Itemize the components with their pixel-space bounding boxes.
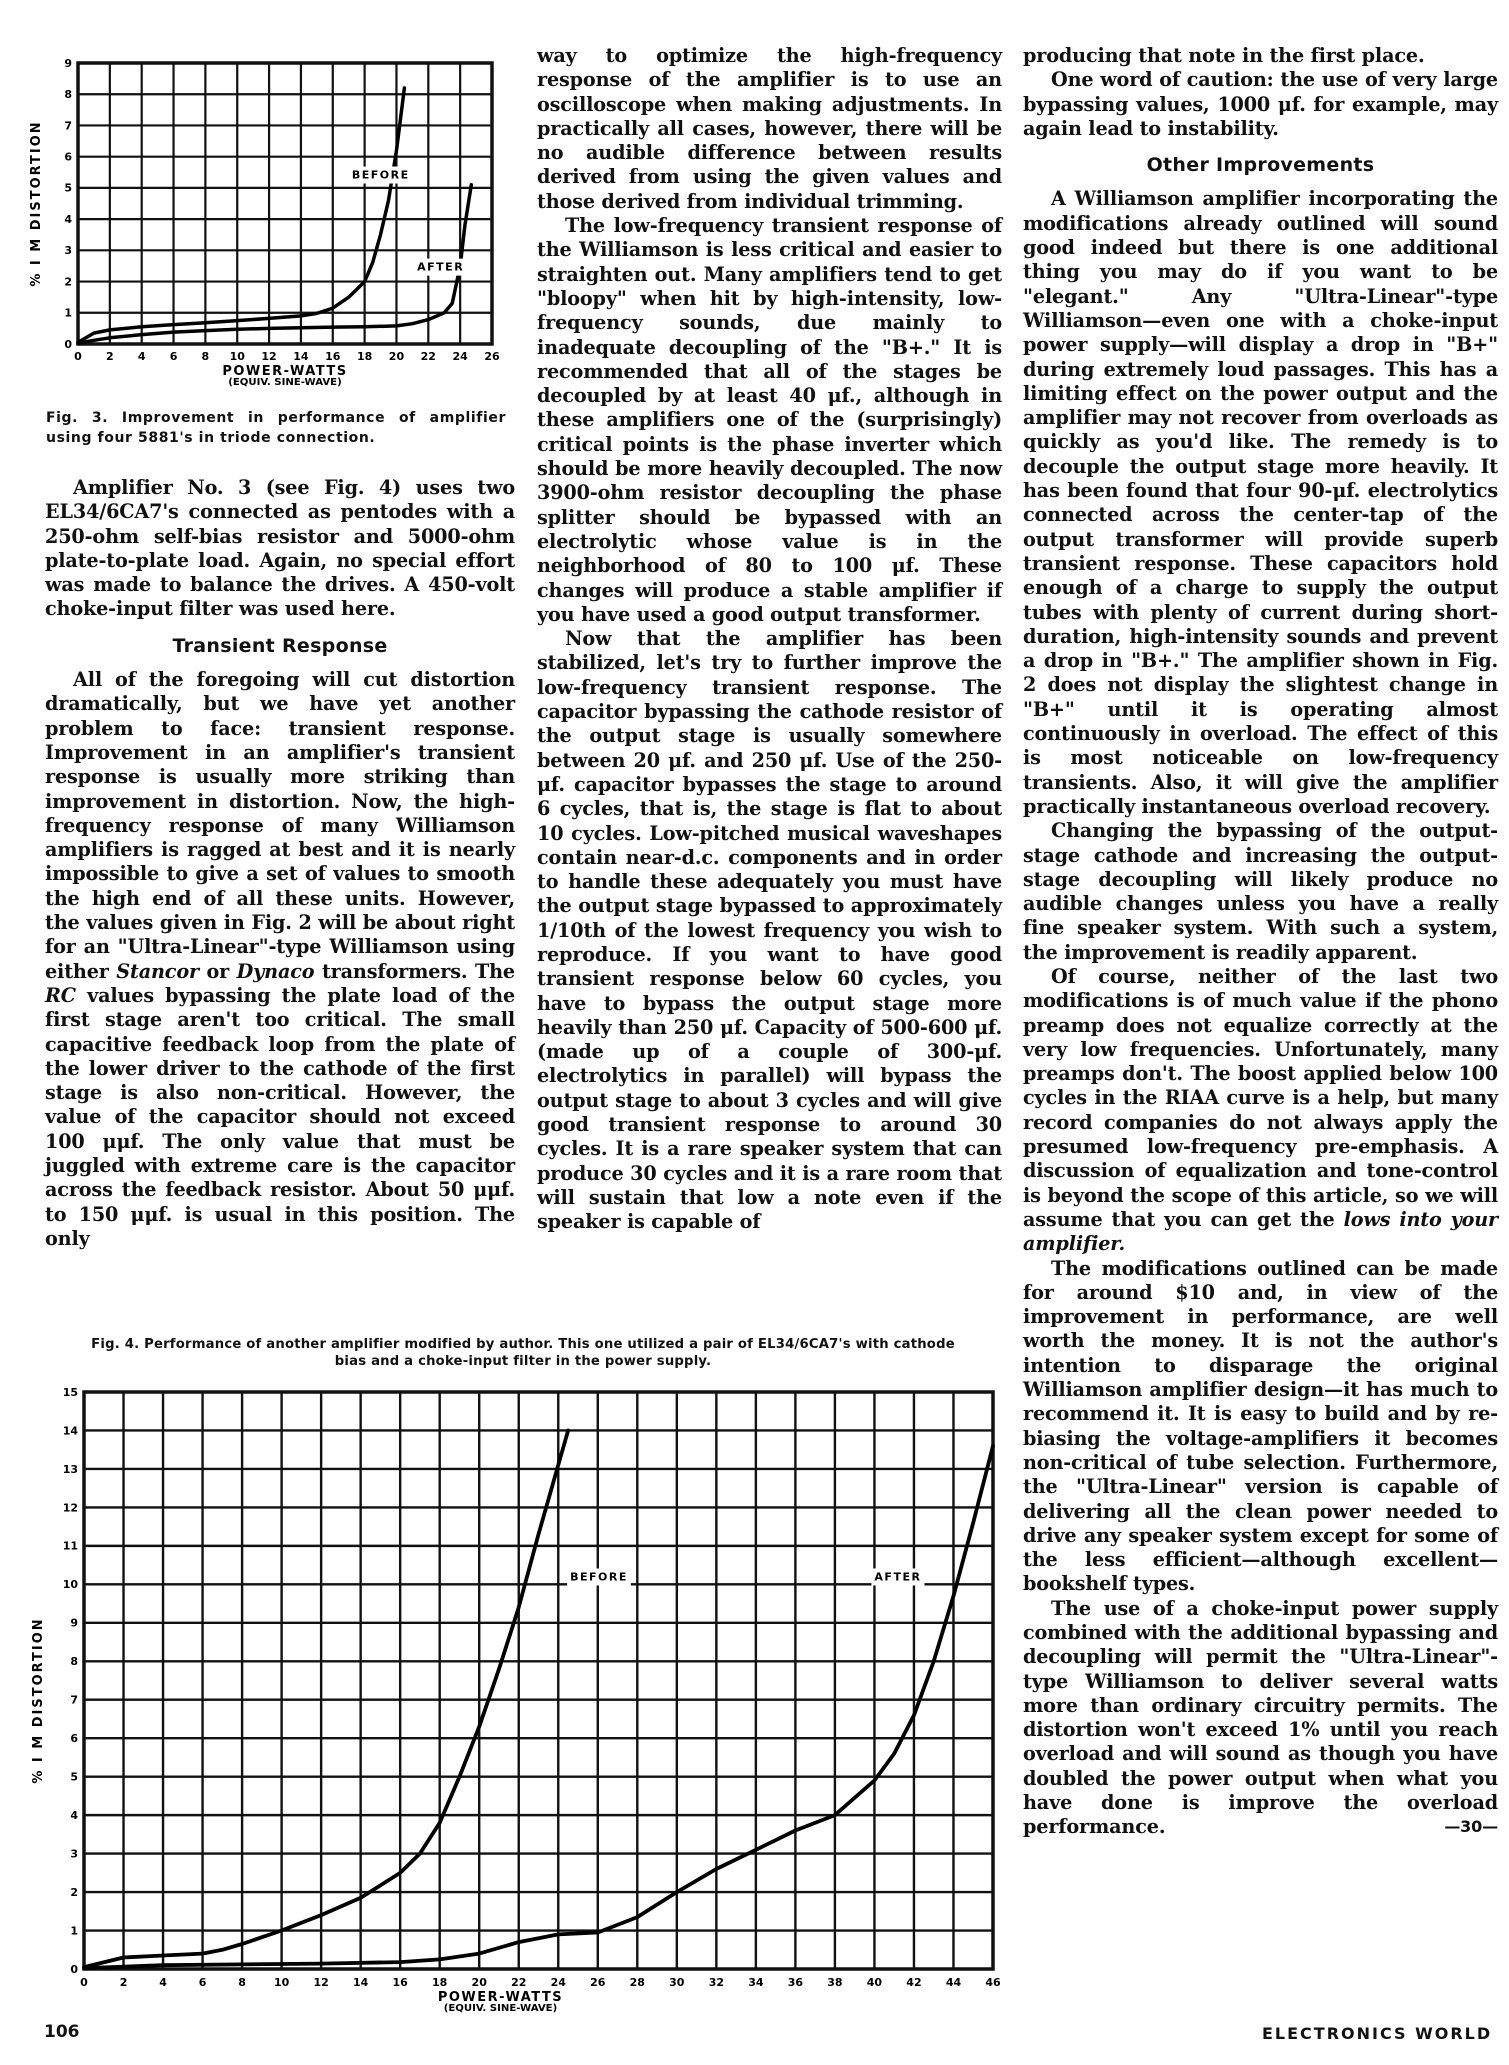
- x-tick-label: 38: [827, 1976, 843, 1989]
- paragraph-transient-response: All of the foregoing will cut distortion dramatically, but we have yet another problem to face: transient response. Improvement in an amplifier's transient response is usually more striking than improvement in distortion. Now, the high-frequency response of many Williamson amplifiers is ragged at best and it is nearly impossible to give a set of values to smooth the high end of all these units. However, the values given in Fig. 2 will be about right for an "Ultra-Linear"-type Williamson using either Stancor or Dynaco transformers. The RC values bypassing the plate load of the first stage aren't too critical. The small capacitive feedback loop from the plate of the lower driver to the cathode of the first stage is also non-critical. However, the value of the capacitor should not exceed 100 μμf. The only value that must be juggled with extreme care is the capacitor across the feedback resistor. About 50 μμf. to 150 μμf. is usual in this position. The only: [45, 668, 515, 1250]
- x-tick-label: 40: [866, 1976, 883, 1989]
- column-3: [1023, 44, 1498, 1840]
- plot-frame: [78, 63, 492, 344]
- x-tick-label: 14: [293, 350, 309, 363]
- y-tick-label: 2: [64, 275, 72, 289]
- y-tick-label: 10: [62, 1578, 78, 1592]
- fig3-chart: [0, 0, 520, 410]
- y-tick-label: 7: [70, 1693, 78, 1707]
- x-tick-label: 14: [352, 1976, 369, 1989]
- x-tick-label: 34: [748, 1976, 764, 1989]
- x-tick-label: 22: [420, 350, 436, 363]
- fig3-caption: Fig. 3. Improvement in performance of amplifier using four 5881's in triode connection.: [46, 410, 506, 446]
- x-tick-label: 12: [261, 350, 277, 363]
- x-tick-label: 24: [452, 350, 468, 363]
- paragraph-caution: One word of caution: the use of very large bypassing values, 1000 μf. for example, may again lead to instability.: [1023, 68, 1498, 140]
- x-tick-label: 44: [945, 1976, 962, 1989]
- x-tick-label: 10: [229, 350, 245, 363]
- y-tick-label: 2: [70, 1885, 78, 1899]
- x-tick-label: 22: [511, 1976, 527, 1989]
- y-tick-label: 14: [62, 1424, 78, 1438]
- column-2: [537, 44, 1002, 1235]
- series-label-after: AFTER: [874, 1570, 922, 1584]
- x-tick-label: 26: [590, 1976, 606, 1989]
- fig4-caption: Fig. 4. Performance of another amplifier modified by author. This one utilized a pair of EL34/6CA7's with cathode bias and a choke-input filter in the power supply.: [91, 1337, 955, 1369]
- y-tick-label: 1: [70, 1924, 78, 1938]
- x-axis-sublabel: (EQUIV. SINE-WAVE): [443, 2003, 558, 2014]
- x-tick-label: 46: [985, 1976, 1001, 1989]
- y-tick-label: 6: [64, 150, 72, 164]
- plot-frame: [84, 1392, 993, 1969]
- paragraph-amplifier-no-3: Amplifier No. 3 (see Fig. 4) uses two EL34/6CA7's connected as pentodes with a 250-ohm self-bias resistor and 5000-ohm plate-to-plate load. Again, no special effort was made to balance the drives. A 450-volt choke-input filter was used here.: [45, 476, 515, 621]
- x-tick-label: 20: [471, 1976, 487, 1989]
- x-tick-label: 8: [201, 350, 210, 363]
- y-axis-label: % I M DISTORTION: [29, 120, 44, 287]
- paragraph-of-course: Of course, neither of the last two modifications is of much value if the phono preamp does not equalize correctly at the very low frequencies. Unfortunately, many preamps don't. The boost applied below 100 cycles in the RIAA curve is a help, but many record companies do not always apply the presumed low-frequency pre-emphasis. A discussion of equalization and tone-control is beyond the scope of this article, so we will assume that you can get the lows into your amplifier.: [1023, 964, 1498, 1256]
- paragraph-modifications-cost: The modifications outlined can be made for around $10 and, in view of the improvement in performance, are well worth the money. It is not the author's intention to disparage the original Williamson amplifier design—it has much to recommend it. It is easy to build and by re-biasing the voltage-amplifiers it becomes non-critical of tube selection. Furthermore, the "Ultra-Linear" version is capable of delivering all the clean power needed to drive any speaker system except for some of the less efficient—although excellent—bookshelf types.: [1023, 1256, 1498, 1596]
- page-number: 106: [44, 2022, 80, 2042]
- x-tick-label: 36: [787, 1976, 804, 1989]
- series-label-before: BEFORE: [351, 168, 410, 182]
- y-tick-label: 4: [70, 1808, 78, 1822]
- series-label-after: AFTER: [417, 260, 465, 274]
- y-tick-label: 4: [64, 212, 72, 226]
- x-tick-label: 30: [669, 1976, 685, 1989]
- x-tick-label: 0: [74, 350, 82, 363]
- x-tick-label: 4: [137, 350, 146, 363]
- y-tick-label: 5: [64, 181, 72, 195]
- y-tick-label: 0: [70, 1962, 78, 1976]
- x-tick-label: 18: [356, 350, 373, 363]
- x-tick-label: 18: [432, 1976, 448, 1989]
- paragraph-stabilized: Now that the amplifier has been stabilized, let's try to further improve the low-frequency transient response. The capacitor bypassing the cathode resistor of the output stage is usually somewhere between 20 μf. and 250 μf. Use of the 250-μf. capacitor bypasses the stage to around 6 cycles, that is, the stage is flat to about 10 cycles. Low-pitched musical waveshapes contain near-d.c. components and in order to handle these adequately you must have the output stage bypassed to approximately 1/10th of the lowest frequency you wish to reproduce. If you want to have good transient response below 60 cycles, you have to bypass the output stage more heavily than 250 μf. Capacity of 500-600 μf. (made up of a couple of 300-μf. electrolytics in parallel) will bypass the output stage to about 3 cycles and will give good transient response to around 30 cycles. It is a rare speaker system that can produce 30 cycles and it is a rare room that will sustain that low a note even if the speaker is capable of: [537, 627, 1002, 1234]
- y-tick-label: 12: [62, 1501, 78, 1515]
- x-tick-label: 32: [708, 1976, 725, 1989]
- y-tick-label: 3: [70, 1847, 78, 1861]
- magazine-name: ELECTRONICS WORLD: [1262, 2024, 1493, 2043]
- y-tick-label: 5: [70, 1770, 78, 1784]
- y-tick-label: 13: [62, 1462, 78, 1476]
- paragraph-first-place: producing that note in the first place.: [1023, 44, 1425, 67]
- y-axis-label: % I M DISTORTION: [31, 1617, 46, 1784]
- x-axis-label: POWER-WATTS: [437, 1990, 564, 2005]
- y-tick-label: 6: [70, 1732, 78, 1746]
- y-tick-label: 7: [64, 119, 72, 133]
- x-axis-label: POWER-WATTS: [222, 364, 348, 379]
- x-tick-label: 16: [392, 1976, 408, 1989]
- y-tick-label: 9: [64, 56, 72, 70]
- paragraph-williamson-elegant: A Williamson amplifier incorporating the modifications already outlined will sound good indeed but there is one additional thing you may do if you want to be "elegant." Any "Ultra-Linear"-type Williamson—even one with a choke-input power supply—will display a drop in "B+" during extremely loud passages. This has a limiting effect on the power output and the amplifier may not recover from overloads as quickly as you'd like. The remedy is to decouple the output stage more heavily. It has been found that four 90-μf. electrolytics connected across the center-tap of the output transformer will provide superb transient response. These capacitors hold enough of a charge to supply the output tubes with plenty of current during short-duration, high-intensity sounds and prevent a drop in "B+." The amplifier shown in Fig. 2 does not display the slightest change in "B+" until it is operating almost continuously in overload. The effect of this is most noticeable on low-frequency transients. Also, it will give the amplifier practically instantaneous overload recovery.: [1023, 187, 1498, 818]
- x-tick-label: 28: [629, 1976, 645, 1989]
- series-label-before: BEFORE: [570, 1570, 628, 1584]
- column-1: [45, 476, 515, 1251]
- x-tick-label: 4: [159, 1976, 167, 1989]
- x-tick-label: 20: [388, 350, 405, 363]
- x-tick-label: 6: [169, 350, 178, 363]
- fig4-line-chart: [0, 1375, 1010, 2025]
- end-of-article-mark: —30—: [1444, 1817, 1498, 1837]
- x-tick-label: 42: [906, 1976, 922, 1989]
- x-tick-label: 26: [484, 350, 500, 363]
- x-tick-label: 10: [273, 1976, 290, 1989]
- y-tick-label: 8: [70, 1655, 78, 1669]
- paragraph-oscilloscope: way to optimize the high-frequency response of the amplifier is to use an oscilloscope when making adjustments. In practically all cases, however, there will be no audible difference between results derived from using the given values and those derived from individual trimming.: [537, 44, 1002, 213]
- x-tick-label: 24: [550, 1976, 566, 1989]
- y-tick-label: 9: [70, 1616, 78, 1630]
- section-heading-transient-response: Transient Response: [172, 634, 388, 657]
- x-tick-label: 8: [238, 1976, 246, 1989]
- fig3-line-chart: [0, 0, 520, 410]
- y-tick-label: 3: [64, 244, 72, 258]
- x-tick-label: 6: [198, 1976, 207, 1989]
- y-tick-label: 11: [62, 1539, 78, 1553]
- section-heading-other-improvements: Other Improvements: [1146, 154, 1375, 177]
- y-tick-label: 1: [64, 306, 72, 320]
- x-tick-label: 0: [80, 1976, 88, 1989]
- y-tick-label: 0: [64, 337, 72, 351]
- x-tick-label: 12: [313, 1976, 329, 1989]
- x-tick-label: 2: [119, 1976, 128, 1989]
- y-tick-label: 8: [64, 88, 72, 102]
- x-tick-label: 2: [106, 350, 114, 363]
- paragraph-choke-input: The use of a choke-input power supply combined with the additional bypassing and decoupling will permit the "Ultra-Linear"-type Williamson to deliver several watts more than ordinary circuitry permits. The distortion won't exceed 1% until you reach overload and will sound as though you have doubled the power output when what you have done is improve the overload performance. —30—: [1023, 1596, 1498, 1839]
- fig4-chart: [0, 1375, 1010, 2025]
- paragraph-low-frequency-transient: The low-frequency transient response of the Williamson is less critical and easier to straighten out. Many amplifiers tend to get "bloopy" when hit by high-intensity, low-frequency sounds, due mainly to inadequate decoupling of the "B+." It is recommended that all of the stages be decoupled by at least 40 μf., although in these amplifiers one of the (surprisingly) critical points is the phase inverter which should be more heavily decoupled. The now 3900-ohm resistor decoupling the phase splitter should be bypassed with an electrolytic whose value is in the neighborhood of 80 to 100 μf. These changes will produce a stable amplifier if you have used a good output transformer.: [537, 214, 1002, 626]
- paragraph-output-stage-cathode: Changing the bypassing of the output-stage cathode and increasing the output-stage decoupling will likely produce no audible changes unless you have a really fine speaker system. With such a system, the improvement is readily apparent.: [1023, 819, 1498, 964]
- x-axis-sublabel: (EQUIV. SINE-WAVE): [228, 377, 342, 388]
- y-tick-label: 15: [62, 1385, 78, 1399]
- x-tick-label: 16: [325, 350, 341, 363]
- series-line-after: [84, 1446, 993, 1968]
